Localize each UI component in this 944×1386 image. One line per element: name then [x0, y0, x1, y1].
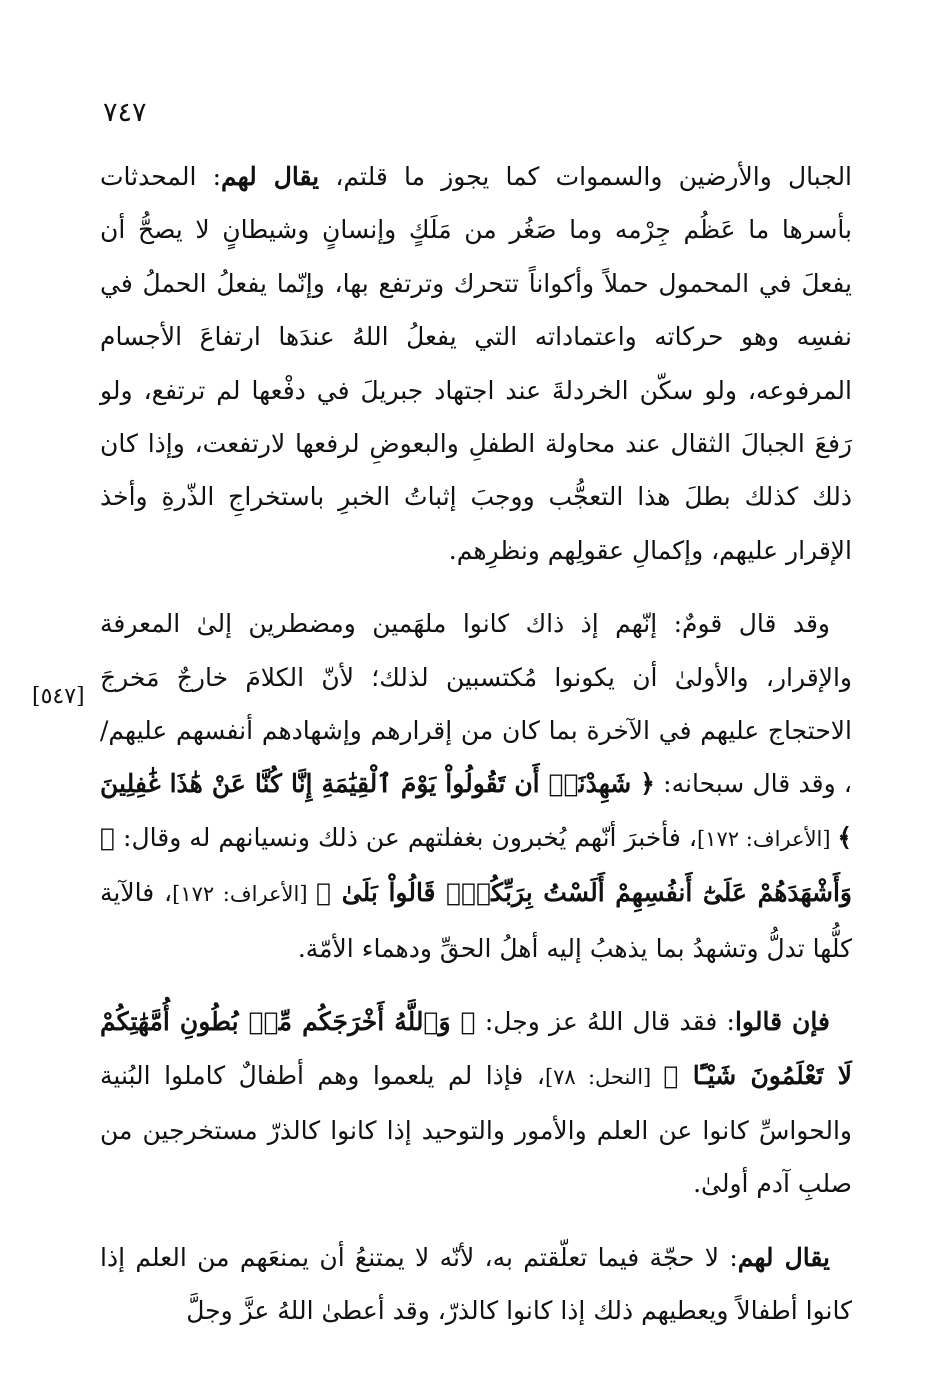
paragraph-text: وقد قال قومٌ: إنّهم إذ ذاك كانوا ملهَمين ومضطرين إلىٰ المعرفة والإقرار، والأولىٰ أن يكونوا مُكتسبين لذلك؛ لأنّ الكلامَ خارجٌ مَخرجَ الاحتجاج عليهم في الآخرة بما كان من إقرارهم وإشهادهم أنفسهم عليهم/ ، وقد قال سبحانه:	[100, 609, 853, 799]
body-text	[100, 150, 852, 1338]
paragraph-text: : المحدثات بأسرها ما عَظُم جِرْمه وما صَغُر من مَلَكٍ وإنسانٍ وشيطانٍ لا يصحُّ أن يفعلَ في المحمول حملاً وأكواناً تتحرك وترتفع بها، وإنّما يفعلُ الحملُ في نفسِه وهو حركاته واعتماداته التي يفعلُ اللهُ عندَها ارتفاعَ الأجسام المرفوعه، ولو سكّن الخردلةَ عند اجتهاد جبريلَ في دفْعها لم ترتفع، ولو رَفعَ الجبالَ الثقال عند محاولة الطفلِ والبعوضِ لرفعها لارتفعت، وإذا كان ذلك كذلك بطلَ هذا التعجُّب ووجبَ إثباتُ الخبرِ باستخراجِ الذّرةِ وأخذ الإقرار عليهم، وإكمالِ عقولِهم ونظرِهم.	[100, 162, 852, 565]
paragraph-text: ، فأخبرَ أنّهم يُخبرون بغفلتهم عن ذلك ونسيانهم له وقال:	[115, 822, 697, 852]
lead-phrase: يقال لهم	[737, 1242, 830, 1272]
lead-phrase: يقال لهم	[221, 162, 320, 191]
quran-verse: ﴿ وَأَشْهَدَهُمْ عَلَىٰٓ أَنفُسِهِمْ أَلَسْتُ بِرَبِّكُمْۖ قَالُواْ بَلَىٰ ﴾	[100, 822, 853, 908]
quran-verse: ﴿ وَٱللَّهُ أَخْرَجَكُم مِّنۢ بُطُونِ أُمَّهَٰتِكُمْ لَا تَعْلَمُونَ شَيْـًٔا ﴾	[100, 1007, 852, 1090]
lead-phrase: فإن قالوا	[734, 1007, 830, 1037]
paragraph-3	[100, 995, 852, 1211]
page-number: ٧٤٧	[103, 97, 147, 128]
paragraph-text: ، فالآية كلُّها تدلُّ وتشهدُ بما يذهبُ إليه أهلُ الحقِّ ودهماء الأمّة.	[100, 878, 852, 963]
paragraph-text: الجبال والأرضين والسموات كما يجوز ما قلتم،	[319, 162, 853, 191]
paragraph-text: : لا حجّة فيما تعلّقتم به، لأنّه لا يمتنعُ أن يمنعَهم من العلم إذا كانوا أطفالاً ويعطيهم ذلك إذا كانوا كالذرّ، وقد أعطىٰ اللهُ عزَّ وجلَّ	[100, 1242, 852, 1326]
quran-verse: ﴿ شَهِدْنَآۛ أَن تَقُولُواْ يَوْمَ ٱلْقِيَٰمَةِ إِنَّا كُنَّا عَنْ هَٰذَا غَٰفِلِينَ ﴾	[100, 769, 852, 852]
paragraph-text: ، فإذا لم يلعموا وهم أطفالٌ كاملوا البُنية والحواسِّ كانوا عن العلم والأمور والتوحيد إذا كانوا كالذرّ مستخرجين من صلبِ آدم أولىٰ.	[100, 1060, 852, 1199]
verse-reference: [النحل: ٧٨]	[544, 1064, 664, 1089]
verse-reference: [الأعراف: ١٧٢]	[696, 826, 838, 851]
verse-reference: [الأعراف: ١٧٢]	[172, 882, 317, 907]
paragraph-1	[100, 150, 852, 577]
paragraph-text: : فقد قال اللهُ عز وجل:	[475, 1007, 735, 1037]
paragraph-2	[100, 597, 852, 975]
paragraph-4	[100, 1231, 852, 1338]
margin-page-reference: [٥٤٧]	[32, 684, 85, 709]
